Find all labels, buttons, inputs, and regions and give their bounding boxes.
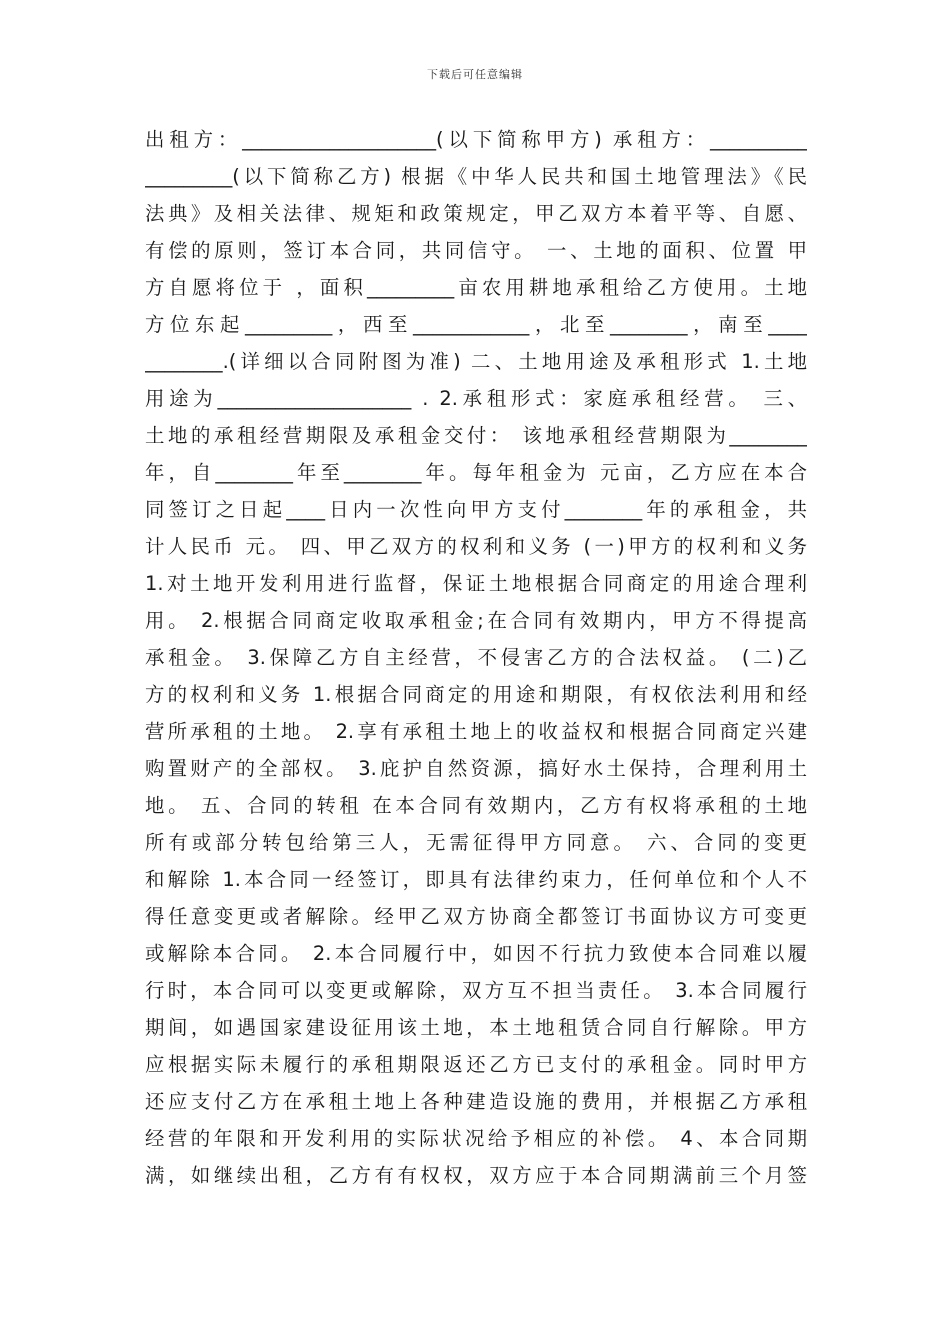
contract-line-12: 计人民币 元。 四、甲乙双方的权利和义务 (一)甲方的权利和义务 bbox=[145, 535, 807, 558]
contract-line-5: 方自愿将位于 ，面积_________亩农用耕地承租给乙方使用。土地 bbox=[145, 276, 807, 299]
contract-line-15: 承租金。 3.保障乙方自主经营，不侵害乙方的合法权益。 (二)乙 bbox=[145, 646, 807, 669]
page-header-note: 下载后可任意编辑 bbox=[427, 68, 523, 81]
contract-line-17: 营所承租的土地。 2.享有承租土地上的收益权和根据合同商定兴建 bbox=[145, 720, 807, 743]
contract-line-26: 应根据实际未履行的承租期限返还乙方已支付的承租金。同时甲方 bbox=[145, 1053, 807, 1076]
contract-line-21: 和解除 1.本合同一经签订，即具有法律约束力，任何单位和个人不 bbox=[145, 868, 807, 891]
contract-line-13: 1.对土地开发利用进行监督，保证土地根据合同商定的用途合理利 bbox=[145, 572, 807, 595]
contract-line-27: 还应支付乙方在承租土地上各种建造设施的费用，并根据乙方承租 bbox=[145, 1090, 807, 1113]
contract-body bbox=[145, 121, 807, 1194]
contract-line-22: 得任意变更或者解除。经甲乙双方协商全都签订书面协议方可变更 bbox=[145, 905, 807, 928]
contract-line-4: 有偿的原则，签订本合同，共同信守。 一、土地的面积、位置 甲 bbox=[145, 239, 807, 262]
contract-line-8: 用途为____________________ . 2.承租形式：家庭承租经营。 三、 bbox=[145, 387, 807, 410]
contract-line-7: ________.(详细以合同附图为准) 二、土地用途及承租形式 1.土地 bbox=[145, 350, 807, 373]
contract-line-25: 期间，如遇国家建设征用该土地，本土地租赁合同自行解除。甲方 bbox=[145, 1016, 807, 1039]
contract-line-28: 经营的年限和开发利用的实际状况给予相应的补偿。 4、本合同期 bbox=[145, 1127, 807, 1150]
contract-line-23: 或解除本合同。 2.本合同履行中，如因不行抗力致使本合同难以履 bbox=[145, 942, 807, 965]
contract-line-11: 同签订之日起____日内一次性向甲方支付________年的承租金，共 bbox=[145, 498, 807, 521]
contract-line-29: 满，如继续出租，乙方有有权权，双方应于本合同期满前三个月签 bbox=[145, 1164, 807, 1187]
contract-line-20: 所有或部分转包给第三人，无需征得甲方同意。 六、合同的变更 bbox=[145, 831, 807, 854]
contract-line-16: 方的权利和义务 1.根据合同商定的用途和期限，有权依法利用和经 bbox=[145, 683, 807, 706]
contract-line-1: 出租方：____________________(以下简称甲方) 承租方：__________ bbox=[145, 128, 807, 151]
contract-line-9: 土地的承租经营期限及承租金交付： 该地承租经营期限为________ bbox=[145, 424, 807, 447]
contract-line-6: 方位东起_________，西至____________，北至________，南至____ bbox=[145, 313, 807, 336]
contract-line-10: 年，自________年至________年。每年租金为 元亩，乙方应在本合 bbox=[145, 461, 807, 484]
contract-line-24: 行时，本合同可以变更或解除，双方互不担当责任。 3.本合同履行 bbox=[145, 979, 807, 1002]
contract-line-14: 用。 2.根据合同商定收取承租金;在合同有效期内，甲方不得提高 bbox=[145, 609, 807, 632]
contract-line-3: 法典》及相关法律、规矩和政策规定，甲乙双方本着平等、自愿、 bbox=[145, 202, 807, 225]
contract-line-19: 地。 五、合同的转租 在本合同有效期内，乙方有权将承租的土地 bbox=[145, 794, 807, 817]
contract-line-2: _________(以下简称乙方) 根据《中华人民共和国土地管理法》《民 bbox=[145, 165, 807, 188]
contract-line-18: 购置财产的全部权。 3.庇护自然资源，搞好水土保持，合理利用土 bbox=[145, 757, 807, 780]
